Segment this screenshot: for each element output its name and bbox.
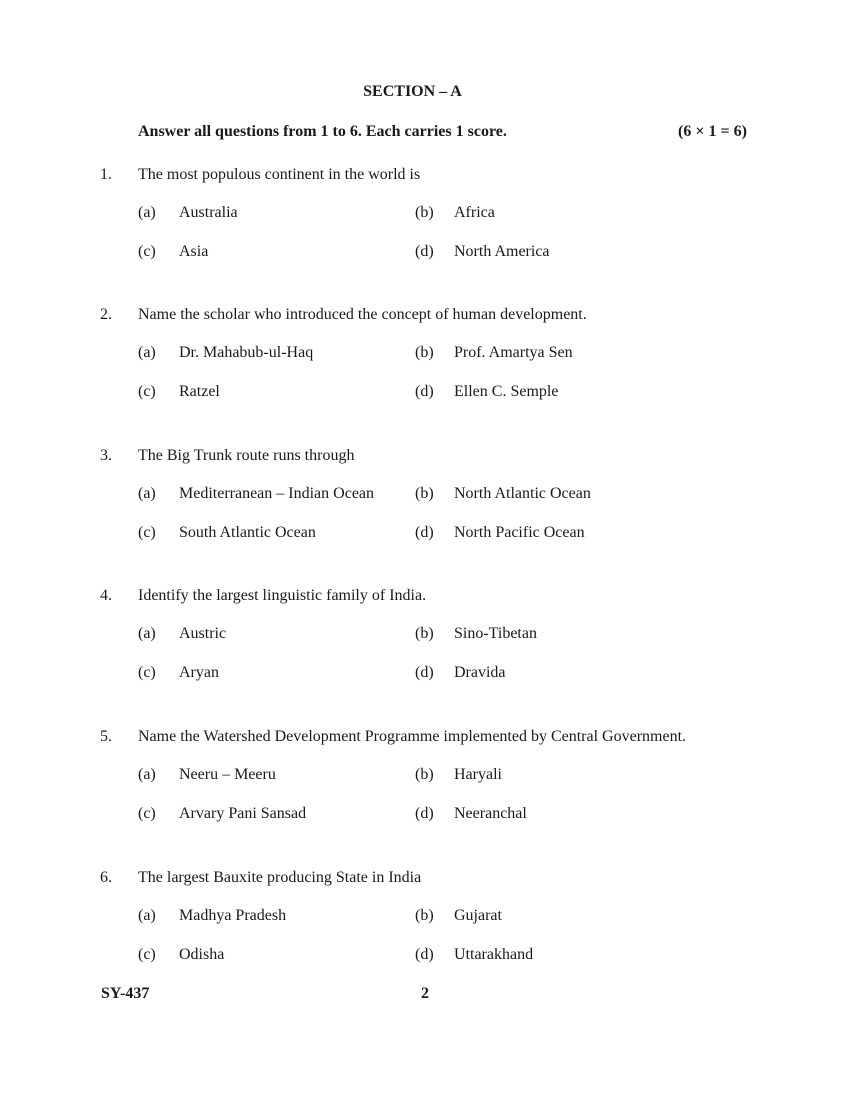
option-text: Austric — [179, 625, 227, 642]
option-letter: (c) — [138, 946, 156, 963]
question-block — [0, 166, 850, 286]
question-text: Name the scholar who introduced the concept of human development. — [138, 306, 587, 323]
question-number: 4. — [100, 587, 112, 604]
option-text: Neeranchal — [454, 805, 527, 822]
question-text: The most populous continent in the world is — [138, 166, 421, 183]
option-letter: (c) — [138, 383, 156, 400]
question-block — [0, 728, 850, 848]
option-letter: (c) — [138, 243, 156, 260]
option-letter: (a) — [138, 766, 156, 783]
option-text: Madhya Pradesh — [179, 907, 287, 924]
option-text: Arvary Pani Sansad — [179, 805, 307, 822]
question-block — [0, 869, 850, 989]
option-text: Odisha — [179, 946, 225, 963]
option-letter: (a) — [138, 204, 156, 221]
question-number: 1. — [100, 166, 112, 183]
option-letter: (d) — [415, 946, 434, 963]
option-text: Dravida — [454, 664, 506, 681]
option-text: Africa — [454, 204, 495, 221]
option-letter: (b) — [415, 485, 434, 502]
page-number: 2 — [421, 985, 429, 1002]
option-text: Ellen C. Semple — [454, 383, 559, 400]
option-letter: (d) — [415, 805, 434, 822]
option-text: Prof. Amartya Sen — [454, 344, 573, 361]
option-text: Haryali — [454, 766, 502, 783]
option-letter: (a) — [138, 625, 156, 642]
option-text: Aryan — [179, 664, 219, 681]
option-letter: (b) — [415, 766, 434, 783]
option-letter: (c) — [138, 664, 156, 681]
instruction-text: Answer all questions from 1 to 6. Each carries 1 score. — [138, 123, 507, 140]
option-letter: (b) — [415, 907, 434, 924]
question-number: 6. — [100, 869, 112, 886]
option-text: Gujarat — [454, 907, 502, 924]
option-letter: (b) — [415, 204, 434, 221]
question-block — [0, 447, 850, 567]
option-text: North Pacific Ocean — [454, 524, 585, 541]
option-text: North America — [454, 243, 550, 260]
option-text: Dr. Mahabub-ul-Haq — [179, 344, 314, 361]
question-text: The Big Trunk route runs through — [138, 447, 355, 464]
question-block — [0, 587, 850, 707]
option-letter: (d) — [415, 524, 434, 541]
option-text: North Atlantic Ocean — [454, 485, 591, 502]
option-text: South Atlantic Ocean — [179, 524, 316, 541]
option-letter: (c) — [138, 805, 156, 822]
paper-code: SY-437 — [101, 985, 150, 1002]
option-letter: (a) — [138, 485, 156, 502]
option-letter: (b) — [415, 344, 434, 361]
option-text: Ratzel — [179, 383, 220, 400]
option-text: Uttarakhand — [454, 946, 534, 963]
option-letter: (a) — [138, 344, 156, 361]
question-number: 2. — [100, 306, 112, 323]
option-letter: (b) — [415, 625, 434, 642]
question-text: Name the Watershed Development Programme implemented by Central Government. — [138, 728, 687, 745]
option-text: Mediterranean – Indian Ocean — [179, 485, 375, 502]
question-number: 5. — [100, 728, 112, 745]
option-letter: (c) — [138, 524, 156, 541]
section-title: SECTION – A — [363, 83, 462, 100]
option-text: Neeru – Meeru — [179, 766, 276, 783]
option-letter: (d) — [415, 664, 434, 681]
option-text: Asia — [179, 243, 209, 260]
option-text: Australia — [179, 204, 238, 221]
option-letter: (d) — [415, 383, 434, 400]
question-block — [0, 306, 850, 426]
option-letter: (a) — [138, 907, 156, 924]
question-text: Identify the largest linguistic family of India. — [138, 587, 427, 604]
option-text: Sino-Tibetan — [454, 625, 537, 642]
score-label: (6 × 1 = 6) — [678, 123, 747, 140]
option-letter: (d) — [415, 243, 434, 260]
question-number: 3. — [100, 447, 112, 464]
question-text: The largest Bauxite producing State in India — [138, 869, 422, 886]
